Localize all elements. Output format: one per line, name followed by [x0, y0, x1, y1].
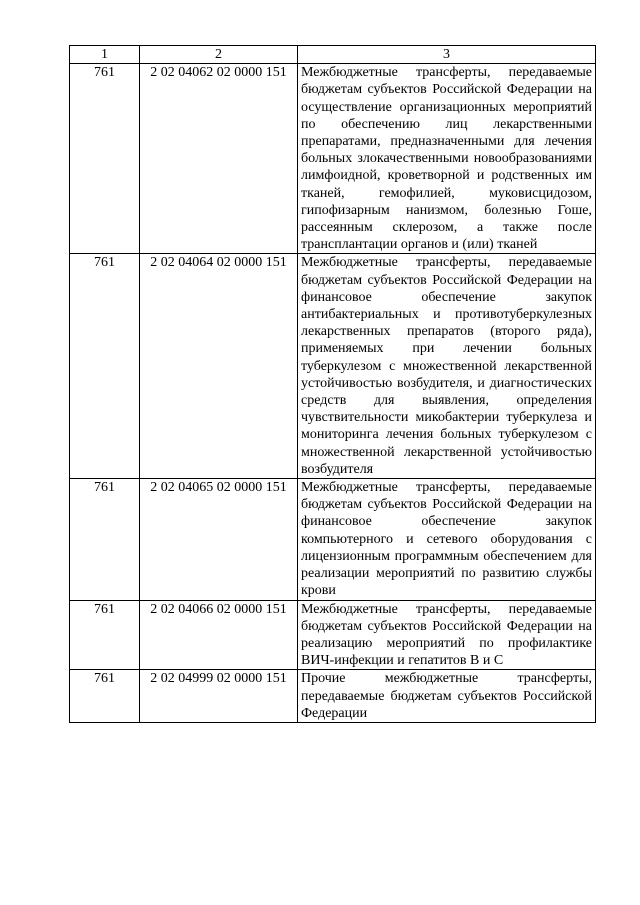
admin-code-cell: 761	[70, 479, 140, 600]
admin-code-cell: 761	[70, 670, 140, 723]
header-row	[70, 46, 596, 64]
column-header-3: 3	[298, 46, 596, 64]
budget-code-table	[69, 45, 596, 723]
description-cell: Межбюджетные трансферты, передаваемые бюджетам субъектов Российской Федерации на реализацию мероприятий по профилактике ВИЧ-инфекции и гепатитов В и С	[298, 600, 596, 670]
table-row	[70, 64, 596, 254]
description-cell: Межбюджетные трансферты, передаваемые бюджетам субъектов Российской Федерации на осуществление организационных мероприятий по обеспечению лиц лекарственными препаратами, предназначенными для лечения больных злокачественными новообразованиями лимфоидной, кроветворной и родственных им тканей, гемофилией, муковисцидозом, гипофизарным нанизмом, болезнью Гоше, рассеянным склерозом, а также после трансплантации органов и (или) тканей	[298, 64, 596, 254]
column-header-2: 2	[140, 46, 298, 64]
admin-code-cell: 761	[70, 600, 140, 670]
column-header-1: 1	[70, 46, 140, 64]
admin-code-cell: 761	[70, 254, 140, 479]
table-row	[70, 254, 596, 479]
budget-code-cell: 2 02 04066 02 0000 151	[140, 600, 298, 670]
budget-code-cell: 2 02 04065 02 0000 151	[140, 479, 298, 600]
admin-code-cell: 761	[70, 64, 140, 254]
description-cell: Межбюджетные трансферты, передаваемые бюджетам субъектов Российской Федерации на финансовое обеспечение закупок компьютерного и сетевого оборудования с лицензионным программным обеспечением для реализации мероприятий по развитию службы крови	[298, 479, 596, 600]
budget-code-cell: 2 02 04062 02 0000 151	[140, 64, 298, 254]
table-row	[70, 479, 596, 600]
description-cell: Межбюджетные трансферты, передаваемые бюджетам субъектов Российской Федерации на финансовое обеспечение закупок антибактериальных и противотуберкулезных лекарственных препаратов (второго ряда), применяемых при лечении больных туберкулезом с множественной лекарственной устойчивостью возбудителя, и диагностических средств для выявления, определения чувствительности микобактерии туберкулеза и мониторинга лечения больных туберкулезом с множественной лекарственной устойчивостью возбудителя	[298, 254, 596, 479]
description-cell: Прочие межбюджетные трансферты, передаваемые бюджетам субъектов Российской Федерации	[298, 670, 596, 723]
budget-code-cell: 2 02 04999 02 0000 151	[140, 670, 298, 723]
budget-code-cell: 2 02 04064 02 0000 151	[140, 254, 298, 479]
table-row	[70, 600, 596, 670]
table-row	[70, 670, 596, 723]
